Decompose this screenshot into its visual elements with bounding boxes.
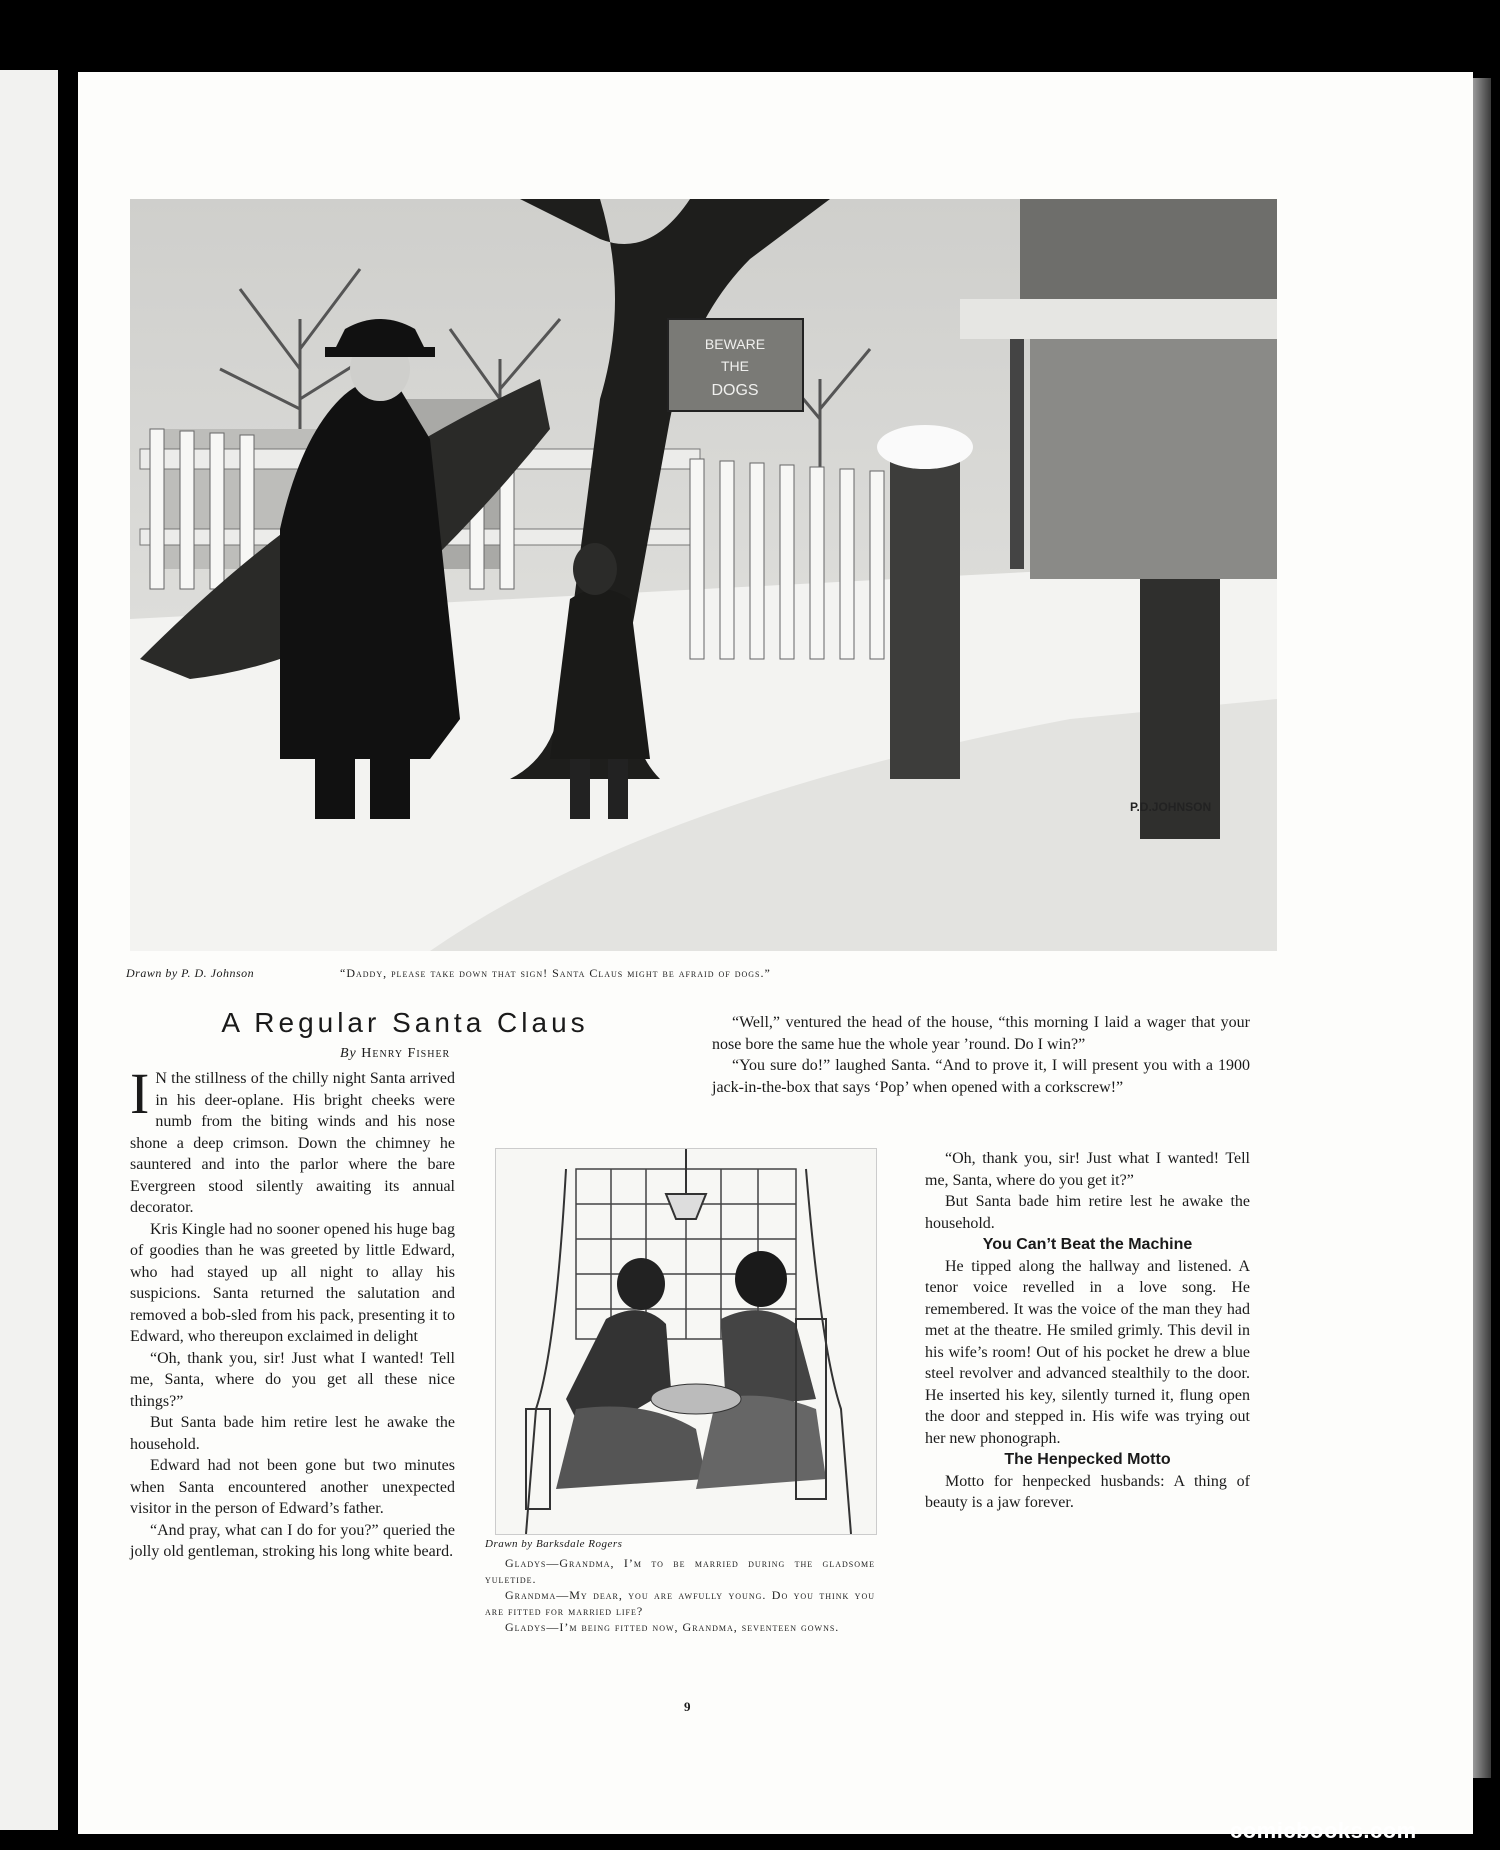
illustration-caption: “Daddy, please take down that sign! Santa Claus might be afraid of dogs.” [340, 966, 771, 980]
main-illustration [130, 199, 1277, 951]
sign-line-2: THE [721, 358, 749, 374]
sign-line-3: DOGS [711, 382, 759, 399]
article-paragraph-8: “You sure do!” laughed Santa. “And to prove it, I will present you with a 1900 jack-in-the-box that says ‘Pop’ when opened with a corkscrew!” [712, 1057, 1250, 1096]
article-title: A Regular Santa Claus [221, 1007, 589, 1038]
article-paragraph-3: “Oh, thank you, sir! Just what I wanted! Tell me, Santa, where do you get all these nice things?” [130, 1349, 455, 1410]
paragraph-1-text: N the stillness of the chilly night Santa arrived in his deer-oplane. His bright cheeks were numb from the biting winds and his nose shone a deep crimson. Down the chimney he sauntered and into the parlor where the bare Evergreen stood silently awaiting its annual decorator. [130, 1070, 455, 1216]
article-paragraph-9: “Oh, thank you, sir! Just what I wanted! Tell me, Santa, where do you get it?” [925, 1150, 1250, 1189]
site-watermark: comicbooks.com [1230, 1818, 1417, 1843]
cartoon-line-2: Grandma—My dear, you are awfully young. Do you think you are fitted for married life? [485, 1588, 875, 1618]
henpecked-body: Motto for henpecked husbands: A thing of beauty is a jaw forever. [925, 1472, 1250, 1511]
machine-body: He tipped along the hallway and listened. A tenor voice revelled in a love song. He remembered. It was the voice of the man they had met at the theatre. He smiled grimly. This devil in his wife’s room! Out of his pocket he drew a blue steel revolver and advanced stealthily to the door. He inserted his key, silently turned it, flung open the door and stepped in. His wife was trying out her new phonograph. [925, 1257, 1250, 1447]
drop-cap: I [130, 1061, 150, 1126]
article-paragraph-4: But Santa bade him retire lest he awake the household. [130, 1414, 455, 1453]
byline-author: Henry Fisher [361, 1046, 451, 1061]
facing-page-edge [0, 70, 58, 1830]
article-paragraph-10: But Santa bade him retire lest he awake the household. [925, 1193, 1250, 1232]
gladys-grandma-drawing [496, 1149, 876, 1534]
page-number: 9 [684, 1699, 691, 1714]
page-binding-edge [1473, 78, 1491, 1778]
illustration-credit: Drawn by P. D. Johnson [126, 966, 255, 980]
article-paragraph-7: “Well,” ventured the head of the house, “this morning I laid a wager that your nose bore the same hue the whole year ’round. Do I win?” [712, 1014, 1250, 1053]
henpecked-heading: The Henpecked Motto [1004, 1451, 1171, 1468]
winter-scene-drawing [130, 199, 1277, 951]
article-column-left [130, 1061, 455, 1563]
cartoon-line-1: Gladys—Grandma, I’m to be married during the gladsome yuletide. [485, 1556, 875, 1586]
article-paragraph-2: Kris Kingle had no sooner opened his huge bag of goodies than he was greeted by little Edward, who had stayed up all night to allay his suspicions. Santa returned the salutation and removed a bob-sled from his pack, presenting it to Edward, who thereupon exclaimed in delight [130, 1220, 455, 1345]
article-column-right-top [712, 1012, 1250, 1098]
artist-signature: P.D.JOHNSON [1130, 800, 1212, 814]
cartoon-illustration [495, 1148, 877, 1535]
machine-heading: You Can’t Beat the Machine [982, 1236, 1193, 1253]
article-column-right [925, 1148, 1250, 1514]
cartoon-line-3: Gladys—I’m being fitted now, Grandma, seventeen gowns. [505, 1620, 840, 1634]
article-byline [340, 1046, 450, 1062]
sign-line-1: BEWARE [704, 336, 766, 352]
cartoon-credit: Drawn by Barksdale Rogers [485, 1538, 623, 1550]
byline-prefix: By [340, 1046, 357, 1061]
cartoon-dialogue [485, 1555, 875, 1635]
article-paragraph-6: “And pray, what can I do for you?” queried the jolly old gentleman, stroking his long white beard. [130, 1521, 455, 1560]
article-paragraph-5: Edward had not been gone but two minutes when Santa encountered another unexpected visitor in the person of Edward’s father. [130, 1457, 455, 1517]
article-paragraph-1 [130, 1061, 455, 1219]
